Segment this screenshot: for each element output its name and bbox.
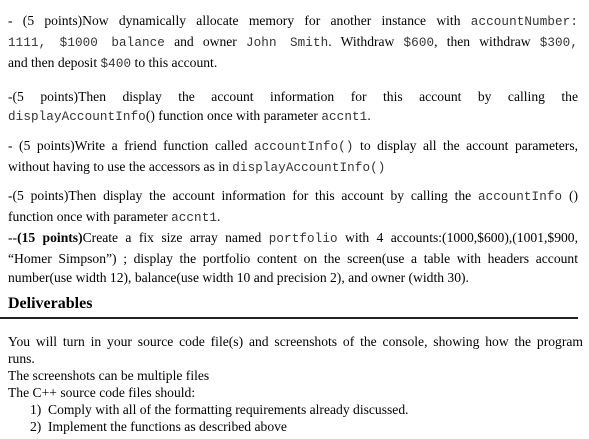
line: runs. xyxy=(8,351,35,366)
line: You will turn in your source code file(s) and screenshots of the console, showing how the program xyxy=(8,334,583,349)
text: . xyxy=(217,209,221,224)
line xyxy=(8,136,578,157)
line xyxy=(8,53,578,74)
code-text: John Smith xyxy=(245,36,329,50)
line xyxy=(8,157,578,178)
line xyxy=(8,207,578,228)
code-text: accnt1 xyxy=(321,110,368,124)
text: -(5 points)Then display the account information for this account by calling the xyxy=(8,188,478,203)
text: and then deposit xyxy=(8,55,101,70)
code-text: displayAccountInfo xyxy=(8,110,146,124)
list-number: 1) xyxy=(30,402,42,417)
line xyxy=(8,11,578,32)
text: . Withdraw xyxy=(328,34,404,49)
section-heading: Deliverables xyxy=(8,295,93,312)
task-allocate-account xyxy=(8,11,578,74)
deliverables-source-files: The C++ source code files should: xyxy=(8,385,196,400)
code-text: $600 xyxy=(403,36,435,50)
code-text: portfolio xyxy=(268,232,338,246)
line: “Homer Simpson”) ; display the portfolio content on the screen(use a table with headers account xyxy=(8,251,578,266)
line xyxy=(8,106,578,127)
code-text: accountInfo xyxy=(477,190,563,204)
line: number(use width 12), balance(use width 10 and precision 2), and owner (width 30). xyxy=(8,270,469,285)
code-text: $300, xyxy=(539,36,578,50)
code-text: accnt1 xyxy=(171,211,218,225)
list-item xyxy=(30,418,287,435)
text: and owner xyxy=(164,34,246,49)
code-text: accountNumber: xyxy=(470,15,578,29)
text: to this account. xyxy=(131,55,218,70)
text: -- xyxy=(8,230,18,245)
text: function once with parameter xyxy=(8,209,172,224)
deliverables-screenshots: The screenshots can be multiple files xyxy=(8,368,210,383)
text: . xyxy=(367,108,371,123)
list-text: Implement the functions as described above xyxy=(48,419,287,434)
text: with 4 accounts:(1000,$600),(1001,$900, xyxy=(337,230,578,245)
text: , then withdraw xyxy=(434,34,540,49)
deliverables-paragraph xyxy=(8,333,583,367)
task-portfolio xyxy=(8,186,578,287)
text: () xyxy=(562,188,579,203)
task-friend-function xyxy=(8,136,578,178)
code-text: displayAccountInfo() xyxy=(232,161,386,175)
list-item xyxy=(30,401,409,418)
heading-rule xyxy=(0,317,578,319)
list-text: Comply with all of the formatting requirements already discussed. xyxy=(48,402,409,417)
line xyxy=(8,228,578,249)
text: - (5 points)Now dynamically allocate memory for another instance with xyxy=(8,13,471,28)
text: Create a fix size array named xyxy=(82,230,269,245)
code-text: $400 xyxy=(100,57,132,71)
text: - (5 points)Write a friend function called xyxy=(8,138,254,153)
line: -(5 points)Then display the account information for this account by calling the xyxy=(8,89,578,104)
text: without having to use the accessors as in xyxy=(8,159,233,174)
list-number: 2) xyxy=(30,419,42,434)
line xyxy=(8,186,578,207)
bold-text: (15 points) xyxy=(17,230,83,245)
text: to display all the account parameters, xyxy=(353,138,579,153)
task-display-account-info xyxy=(8,87,578,127)
line xyxy=(8,32,578,53)
text: () function once with parameter xyxy=(145,108,322,123)
code-text: accountInfo() xyxy=(253,140,354,154)
code-text: 1111, $1000 balance xyxy=(8,36,165,50)
